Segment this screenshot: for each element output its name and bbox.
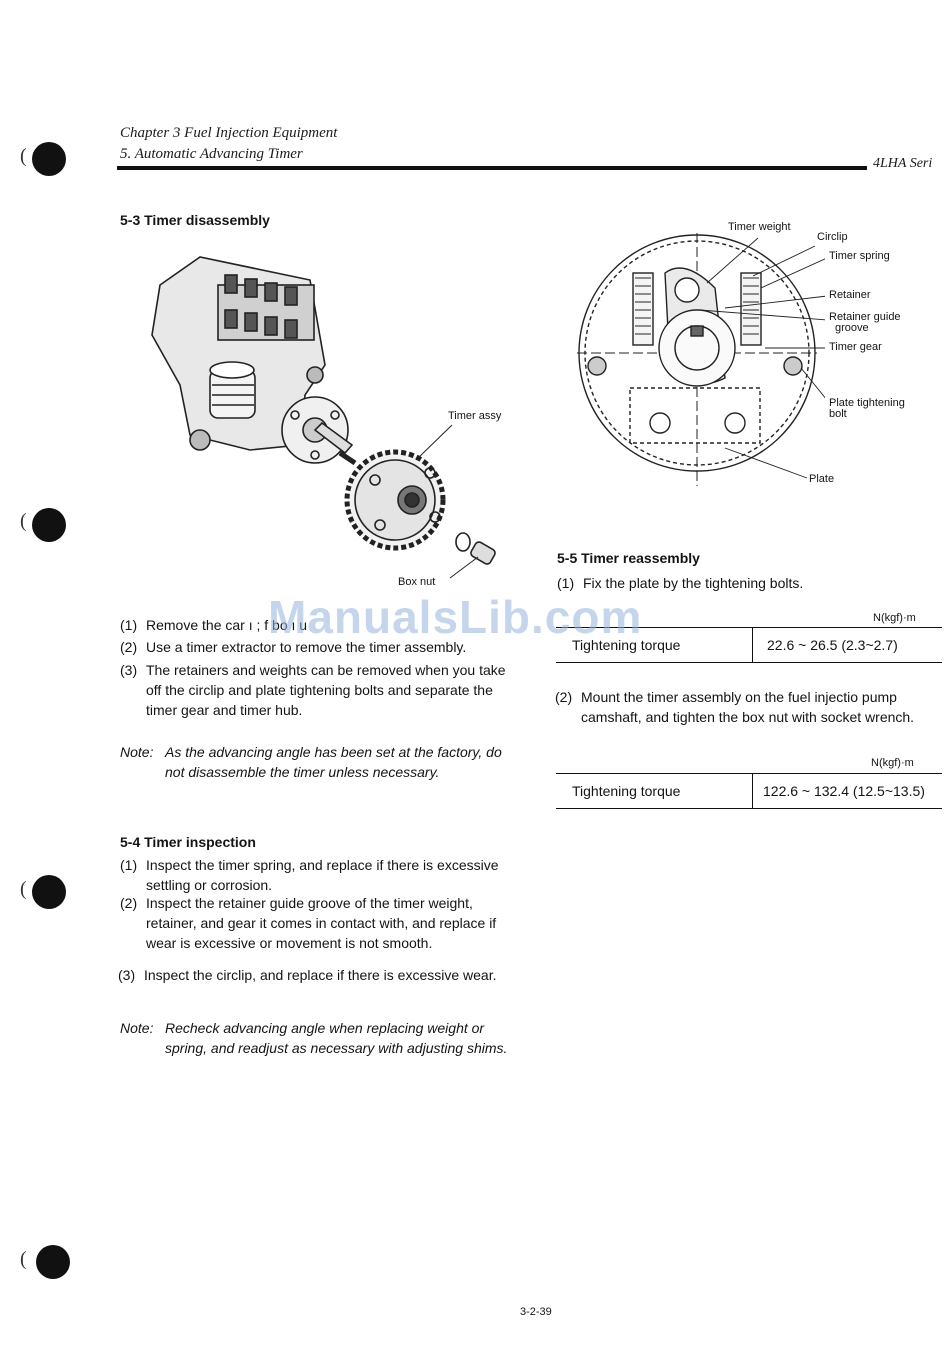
torque2-value: 122.6 ~ 132.4 (12.5~13.5) [753, 774, 943, 809]
timer-section-diagram [575, 228, 825, 493]
disassembly-step-1: (1) Remove the car ı ; f bo ı u [120, 617, 308, 633]
inspection-note: Note: Recheck advancing angle when replacing weight or spring, and readjust as necessary with adjusting shims. [120, 1020, 508, 1056]
header-rule [117, 166, 867, 170]
torque2-label: Tightening torque [572, 783, 681, 799]
punch-hole-bracket-3: ( [20, 878, 27, 900]
reassembly-step-1: (1) Fix the plate by the tightening bolts. [557, 575, 804, 591]
label-timer-weight: Timer weight [728, 221, 791, 233]
watermark: ManualsLib.com [268, 591, 643, 643]
label-circlip: Circlip [817, 231, 848, 243]
reassembly-title: 5-5 Timer reassembly [557, 550, 700, 566]
torque1-label: Tightening torque [572, 637, 681, 653]
inspection-title: 5-4 Timer inspection [120, 834, 256, 850]
label-timer-assy: Timer assy [448, 410, 502, 422]
section-title: 5. Automatic Advancing Timer [120, 146, 303, 162]
pump-exploded-figure [130, 245, 510, 600]
chapter-title: Chapter 3 Fuel Injection Equipment [120, 125, 338, 141]
label-plate-tightening: Plate tightening [829, 397, 905, 409]
label-timer-spring: Timer spring [829, 250, 890, 262]
reassembly-step-2: (2) Mount the timer assembly on the fuel injectio pump camshaft, and tighten the box nut with socket wrench. [555, 689, 915, 725]
punch-hole-1 [32, 142, 66, 176]
label-plate: Plate [809, 473, 835, 485]
label-plate-bolt: bolt [829, 408, 847, 420]
label-box-nut: Box nut [398, 576, 436, 588]
label-retainer: Retainer [829, 289, 871, 301]
page-number: 3-2-39 [520, 1306, 552, 1318]
torque1-unit: N(kgf)·m [873, 612, 916, 624]
disassembly-title: 5-3 Timer disassembly [120, 212, 270, 228]
label-retainer-guide: Retainer guide [829, 311, 901, 323]
punch-hole-2 [32, 508, 66, 542]
punch-hole-3 [32, 875, 66, 909]
inspection-step-3: (3) Inspect the circlip, and replace if there is excessive wear. [118, 967, 497, 983]
punch-hole-bracket-1: ( [20, 145, 27, 167]
label-timer-gear: Timer gear [829, 341, 882, 353]
series-label: 4LHA Seri [873, 156, 933, 171]
punch-hole-4 [36, 1245, 70, 1279]
disassembly-step-3: (3) The retainers and weights can be removed when you take off the circlip and plate tightening bolts and separate the timer gear and timer hub. [120, 662, 506, 718]
torque-table-2 [556, 773, 942, 809]
disassembly-step-2: (2) Use a timer extractor to remove the timer assembly. [120, 639, 467, 655]
punch-hole-bracket-2: ( [20, 510, 27, 532]
torque2-unit: N(kgf)·m [871, 757, 914, 769]
inspection-step-1: (1) Inspect the timer spring, and replace if there is excessive settling or corrosion. [120, 857, 499, 893]
disassembly-note: Note: As the advancing angle has been set at the factory, do not disassemble the timer unless necessary. [120, 744, 502, 780]
inspection-step-2: (2) Inspect the retainer guide groove of the timer weight, retainer, and gear it comes in contact with, and replace if wear is excessive or movement is not smooth. [120, 895, 497, 951]
label-retainer-guide-groove: groove [835, 322, 869, 334]
torque1-value: 22.6 ~ 26.5 (2.3~2.7) [753, 628, 943, 663]
punch-hole-bracket-4: ( [20, 1248, 27, 1270]
